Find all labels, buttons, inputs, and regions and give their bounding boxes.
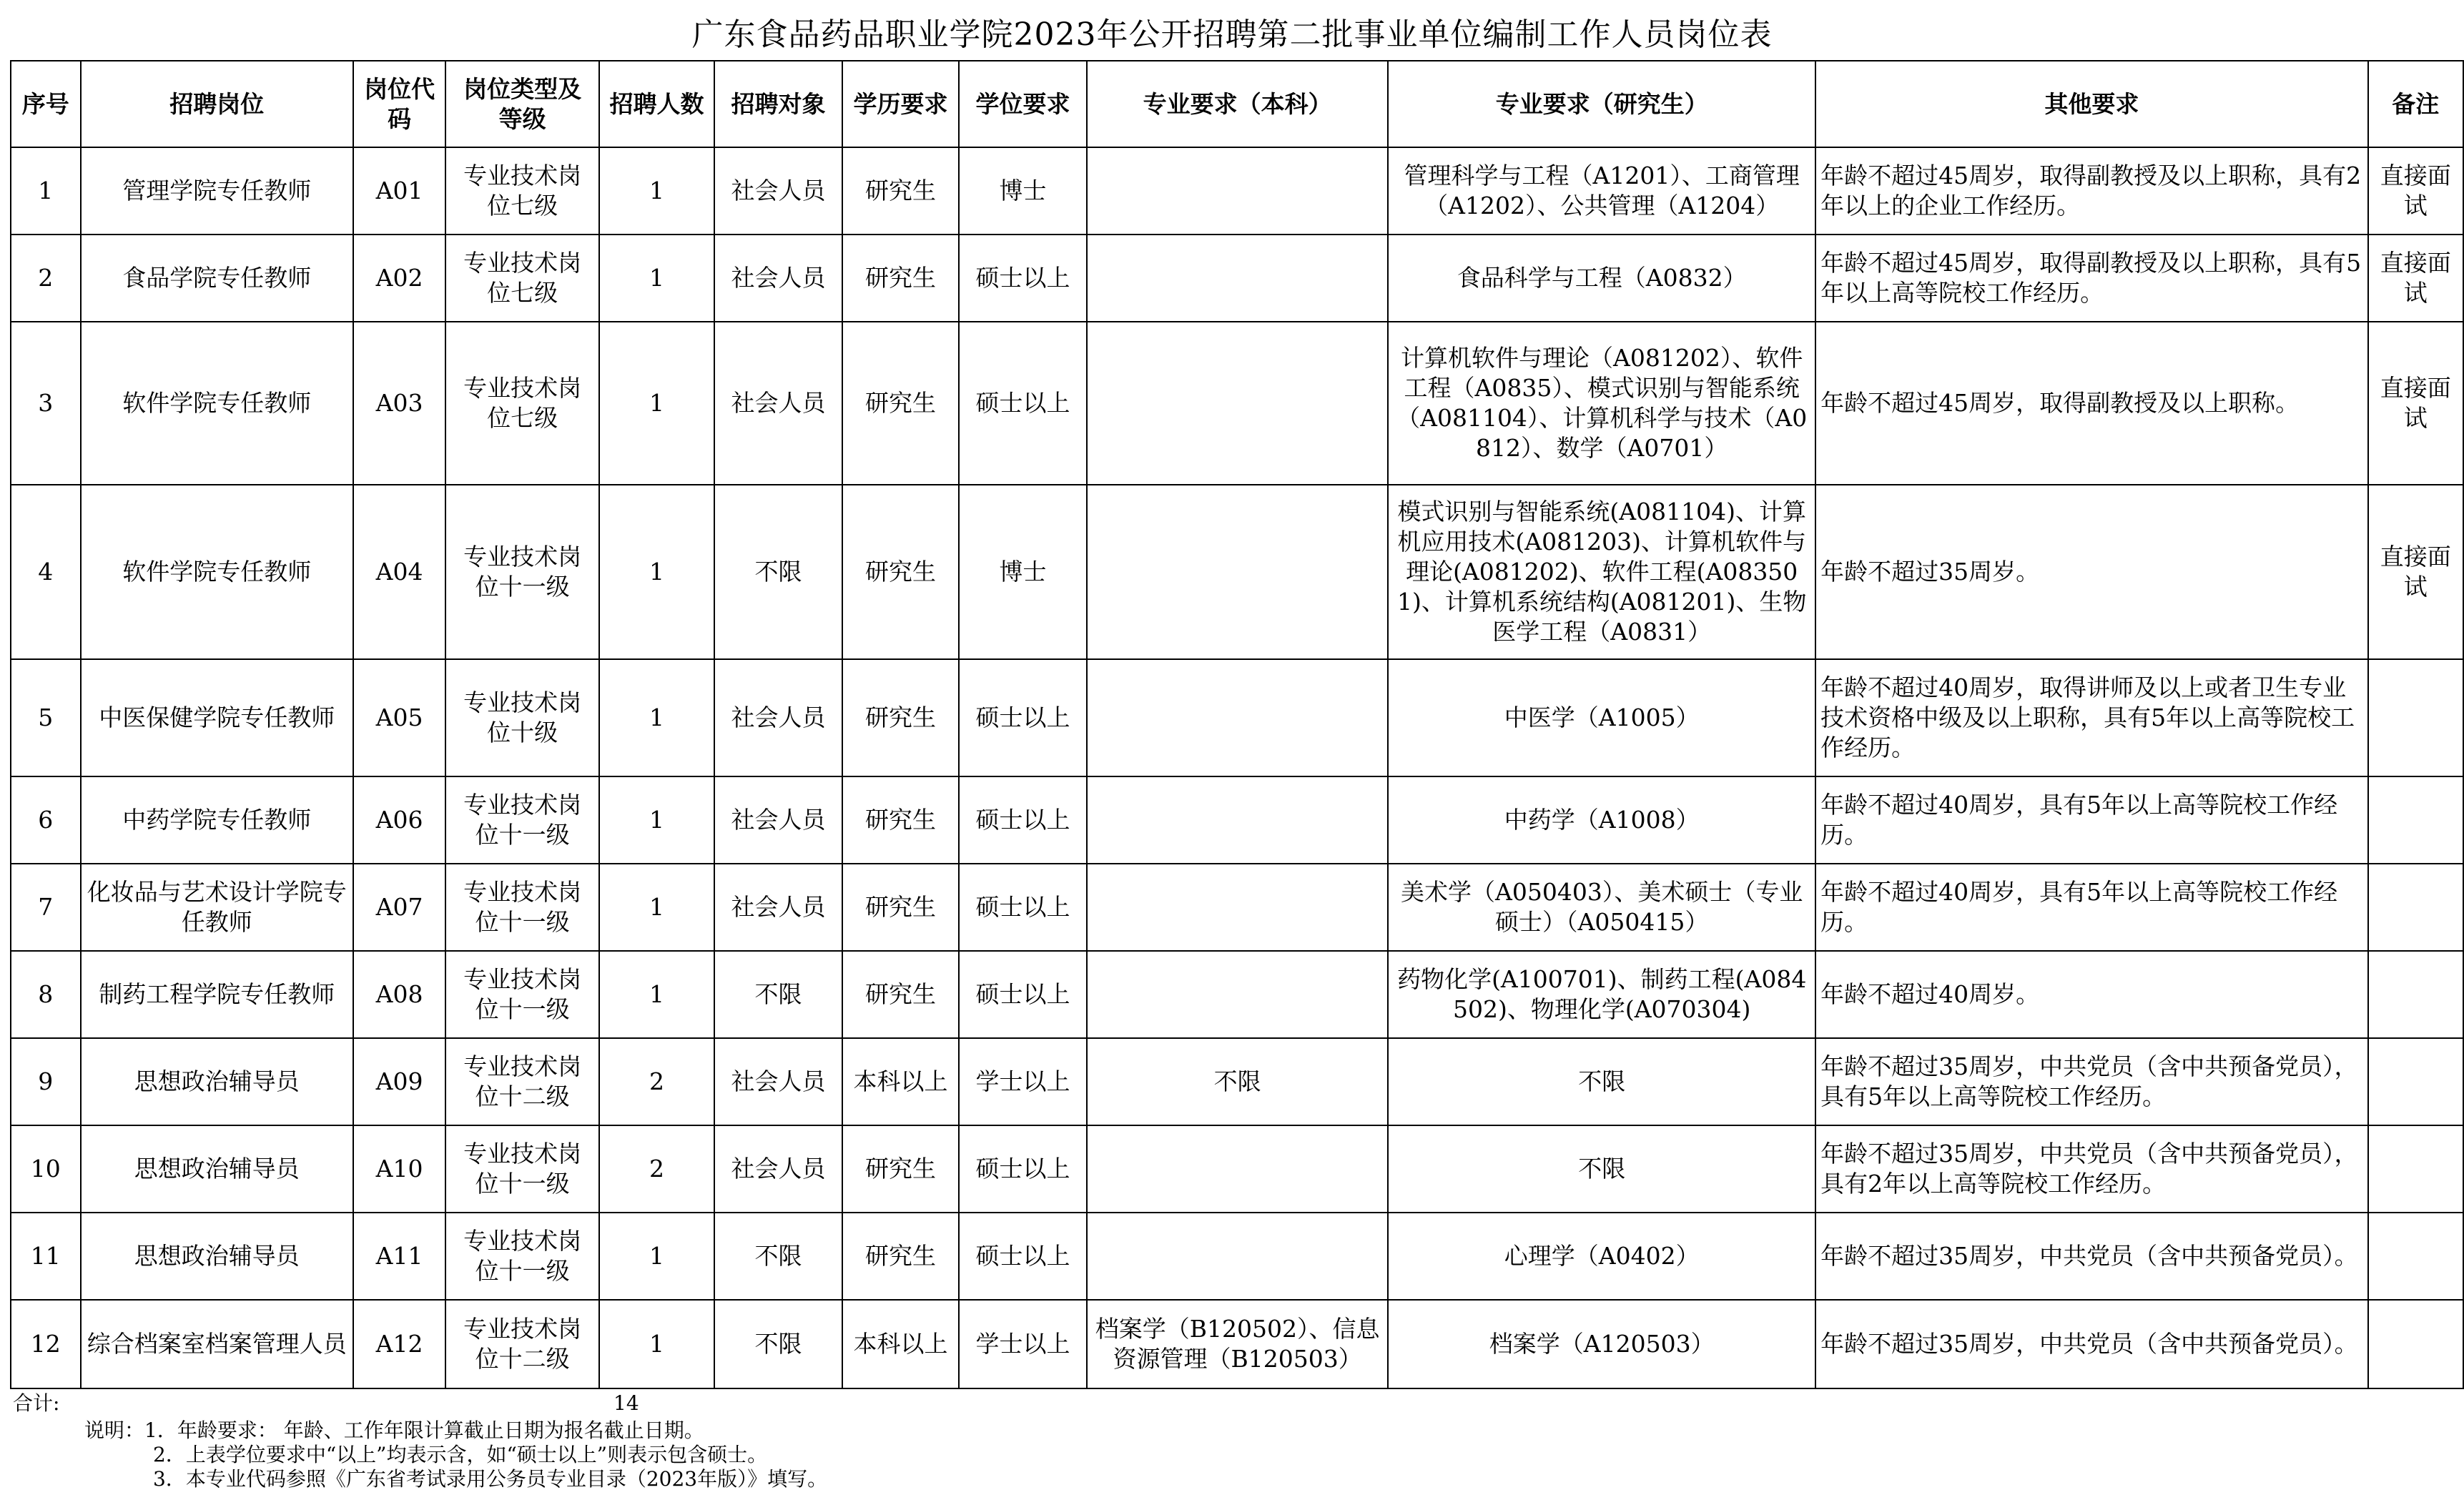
hire-target: 社会人员 <box>714 147 842 235</box>
degree-req: 学士以上 <box>959 1038 1087 1125</box>
remark <box>2368 659 2463 776</box>
other-req: 年龄不超过35周岁，中共党员（含中共预备党员），具有5年以上高等院校工作经历。 <box>1815 1038 2367 1125</box>
major-postgrad: 不限 <box>1388 1038 1815 1125</box>
column-header: 备注 <box>2368 61 2463 147</box>
column-header: 岗位代码 <box>353 61 445 147</box>
degree-req: 硕士以上 <box>959 864 1087 951</box>
education-req: 研究生 <box>842 1125 959 1213</box>
table-row <box>11 1125 2463 1213</box>
post-name: 中药学院专任教师 <box>81 776 353 864</box>
row-number: 3 <box>11 322 81 485</box>
education-req: 研究生 <box>842 776 959 864</box>
post-type: 专业技术岗位十一级 <box>445 485 599 659</box>
remark <box>2368 864 2463 951</box>
column-header: 招聘人数 <box>599 61 714 147</box>
hire-target: 不限 <box>714 1213 842 1300</box>
column-header: 招聘对象 <box>714 61 842 147</box>
hire-target: 社会人员 <box>714 864 842 951</box>
hire-target: 社会人员 <box>714 235 842 322</box>
table-row <box>11 864 2463 951</box>
degree-req: 硕士以上 <box>959 951 1087 1038</box>
table-row <box>11 1300 2463 1388</box>
hire-count: 1 <box>599 659 714 776</box>
hire-count: 1 <box>599 147 714 235</box>
note-line: 2．上表学位要求中“以上”均表示含，如“硕士以上”则表示包含硕士。 <box>153 1443 768 1466</box>
row-number: 9 <box>11 1038 81 1125</box>
hire-target: 不限 <box>714 485 842 659</box>
degree-req: 硕士以上 <box>959 659 1087 776</box>
education-req: 本科以上 <box>842 1038 959 1125</box>
degree-req: 博士 <box>959 147 1087 235</box>
hire-count: 2 <box>599 1125 714 1213</box>
hire-count: 2 <box>599 1038 714 1125</box>
major-undergrad: 不限 <box>1087 1038 1388 1125</box>
other-req: 年龄不超过40周岁，取得讲师及以上或者卫生专业技术资格中级及以上职称，具有5年以上高等院校工作经历。 <box>1815 659 2367 776</box>
hire-count: 1 <box>599 485 714 659</box>
column-header: 岗位类型及等级 <box>445 61 599 147</box>
row-number: 7 <box>11 864 81 951</box>
post-code: A09 <box>353 1038 445 1125</box>
other-req: 年龄不超过45周岁，取得副教授及以上职称，具有2年以上的企业工作经历。 <box>1815 147 2367 235</box>
post-code: A05 <box>353 659 445 776</box>
table-row <box>11 659 2463 776</box>
education-req: 研究生 <box>842 147 959 235</box>
education-req: 本科以上 <box>842 1300 959 1388</box>
post-name: 化妆品与艺术设计学院专任教师 <box>81 864 353 951</box>
major-undergrad <box>1087 1213 1388 1300</box>
other-req: 年龄不超过40周岁，具有5年以上高等院校工作经历。 <box>1815 776 2367 864</box>
post-name: 思想政治辅导员 <box>81 1125 353 1213</box>
hire-count: 1 <box>599 951 714 1038</box>
remark <box>2368 1300 2463 1388</box>
table-row <box>11 1213 2463 1300</box>
column-header: 专业要求（本科） <box>1087 61 1388 147</box>
hire-target: 社会人员 <box>714 322 842 485</box>
other-req: 年龄不超过35周岁。 <box>1815 485 2367 659</box>
row-number: 6 <box>11 776 81 864</box>
remark <box>2368 1125 2463 1213</box>
post-type: 专业技术岗位七级 <box>445 322 599 485</box>
major-postgrad: 模式识别与智能系统(A081104)、计算机应用技术(A081203)、计算机软件与理论(A081202)、软件工程(A083501)、计算机系统结构(A081201)、生物医学工程（A0831） <box>1388 485 1815 659</box>
remark: 直接面试 <box>2368 235 2463 322</box>
table-footer <box>13 1391 2444 1491</box>
remark <box>2368 951 2463 1038</box>
hire-count: 1 <box>599 322 714 485</box>
major-postgrad: 中医学（A1005） <box>1388 659 1815 776</box>
hire-target: 社会人员 <box>714 659 842 776</box>
column-header: 学历要求 <box>842 61 959 147</box>
table-header-row <box>11 61 2463 147</box>
post-code: A07 <box>353 864 445 951</box>
major-postgrad: 药物化学(A100701)、制药工程(A084502)、物理化学(A070304) <box>1388 951 1815 1038</box>
post-type: 专业技术岗位七级 <box>445 235 599 322</box>
other-req: 年龄不超过35周岁，中共党员（含中共预备党员），具有2年以上高等院校工作经历。 <box>1815 1125 2367 1213</box>
remark: 直接面试 <box>2368 147 2463 235</box>
major-undergrad: 档案学（B120502）、信息资源管理（B120503） <box>1087 1300 1388 1388</box>
row-number: 11 <box>11 1213 81 1300</box>
hire-count: 1 <box>599 1300 714 1388</box>
post-code: A01 <box>353 147 445 235</box>
major-undergrad <box>1087 322 1388 485</box>
major-postgrad: 食品科学与工程（A0832） <box>1388 235 1815 322</box>
hire-target: 不限 <box>714 951 842 1038</box>
degree-req: 硕士以上 <box>959 776 1087 864</box>
major-undergrad <box>1087 235 1388 322</box>
major-undergrad <box>1087 147 1388 235</box>
post-name: 制药工程学院专任教师 <box>81 951 353 1038</box>
degree-req: 硕士以上 <box>959 1125 1087 1213</box>
major-undergrad <box>1087 485 1388 659</box>
post-code: A11 <box>353 1213 445 1300</box>
education-req: 研究生 <box>842 1213 959 1300</box>
other-req: 年龄不超过45周岁，取得副教授及以上职称，具有5年以上高等院校工作经历。 <box>1815 235 2367 322</box>
other-req: 年龄不超过35周岁，中共党员（含中共预备党员）。 <box>1815 1213 2367 1300</box>
hire-target: 社会人员 <box>714 1125 842 1213</box>
post-type: 专业技术岗位十一级 <box>445 1125 599 1213</box>
major-undergrad <box>1087 951 1388 1038</box>
column-header: 学位要求 <box>959 61 1087 147</box>
column-header: 招聘岗位 <box>81 61 353 147</box>
post-name: 软件学院专任教师 <box>81 322 353 485</box>
other-req: 年龄不超过40周岁，具有5年以上高等院校工作经历。 <box>1815 864 2367 951</box>
table-row <box>11 1038 2463 1125</box>
table-row <box>11 147 2463 235</box>
major-undergrad <box>1087 864 1388 951</box>
post-name: 食品学院专任教师 <box>81 235 353 322</box>
major-postgrad: 心理学（A0402） <box>1388 1213 1815 1300</box>
post-type: 专业技术岗位十二级 <box>445 1300 599 1388</box>
post-type: 专业技术岗位十一级 <box>445 951 599 1038</box>
remark <box>2368 1213 2463 1300</box>
row-number: 12 <box>11 1300 81 1388</box>
row-number: 5 <box>11 659 81 776</box>
table-row <box>11 322 2463 485</box>
post-name: 思想政治辅导员 <box>81 1038 353 1125</box>
note-line: 3．本专业代码参照《广东省考试录用公务员专业目录（2023年版）》填写。 <box>153 1467 828 1491</box>
table-row <box>11 951 2463 1038</box>
row-number: 1 <box>11 147 81 235</box>
degree-req: 学士以上 <box>959 1300 1087 1388</box>
education-req: 研究生 <box>842 322 959 485</box>
hire-count: 1 <box>599 864 714 951</box>
major-postgrad: 美术学（A050403）、美术硕士（专业硕士）（A050415） <box>1388 864 1815 951</box>
post-code: A12 <box>353 1300 445 1388</box>
post-type: 专业技术岗位十一级 <box>445 776 599 864</box>
post-name: 综合档案室档案管理人员 <box>81 1300 353 1388</box>
hire-count: 1 <box>599 1213 714 1300</box>
column-header: 其他要求 <box>1815 61 2367 147</box>
post-code: A08 <box>353 951 445 1038</box>
education-req: 研究生 <box>842 485 959 659</box>
post-type: 专业技术岗位七级 <box>445 147 599 235</box>
hire-target: 社会人员 <box>714 1038 842 1125</box>
education-req: 研究生 <box>842 659 959 776</box>
major-postgrad: 计算机软件与理论（A081202）、软件工程（A0835）、模式识别与智能系统（A081104）、计算机科学与技术（A0812）、数学（A0701） <box>1388 322 1815 485</box>
hire-count: 1 <box>599 235 714 322</box>
post-name: 中医保健学院专任教师 <box>81 659 353 776</box>
post-code: A02 <box>353 235 445 322</box>
post-type: 专业技术岗位十级 <box>445 659 599 776</box>
total-value: 14 <box>613 1391 639 1415</box>
hire-count: 1 <box>599 776 714 864</box>
remark <box>2368 1038 2463 1125</box>
education-req: 研究生 <box>842 951 959 1038</box>
major-undergrad <box>1087 776 1388 864</box>
page-title: 广东食品药品职业学院2023年公开招聘第二批事业单位编制工作人员岗位表 <box>691 16 1773 53</box>
degree-req: 硕士以上 <box>959 235 1087 322</box>
major-postgrad: 中药学（A1008） <box>1388 776 1815 864</box>
major-undergrad <box>1087 1125 1388 1213</box>
major-postgrad: 档案学（A120503） <box>1388 1300 1815 1388</box>
row-number: 4 <box>11 485 81 659</box>
note-line: 说明：1．年龄要求： 年龄、工作年限计算截止日期为报名截止日期。 <box>84 1418 704 1442</box>
row-number: 10 <box>11 1125 81 1213</box>
column-header: 专业要求（研究生） <box>1388 61 1815 147</box>
other-req: 年龄不超过40周岁。 <box>1815 951 2367 1038</box>
post-code: A10 <box>353 1125 445 1213</box>
major-postgrad: 管理科学与工程（A1201）、工商管理（A1202）、公共管理（A1204） <box>1388 147 1815 235</box>
remark <box>2368 776 2463 864</box>
post-name: 软件学院专任教师 <box>81 485 353 659</box>
column-header: 序号 <box>11 61 81 147</box>
post-code: A03 <box>353 322 445 485</box>
row-number: 8 <box>11 951 81 1038</box>
remark: 直接面试 <box>2368 322 2463 485</box>
total-label: 合计: <box>13 1391 60 1415</box>
major-postgrad: 不限 <box>1388 1125 1815 1213</box>
row-number: 2 <box>11 235 81 322</box>
table-row <box>11 776 2463 864</box>
table-row <box>11 235 2463 322</box>
post-name: 思想政治辅导员 <box>81 1213 353 1300</box>
hire-target: 不限 <box>714 1300 842 1388</box>
total-row <box>13 1391 2444 1418</box>
degree-req: 硕士以上 <box>959 1213 1087 1300</box>
remark: 直接面试 <box>2368 485 2463 659</box>
other-req: 年龄不超过45周岁，取得副教授及以上职称。 <box>1815 322 2367 485</box>
post-code: A04 <box>353 485 445 659</box>
notes <box>84 1418 2444 1491</box>
major-undergrad <box>1087 659 1388 776</box>
hire-target: 社会人员 <box>714 776 842 864</box>
degree-req: 硕士以上 <box>959 322 1087 485</box>
education-req: 研究生 <box>842 864 959 951</box>
degree-req: 博士 <box>959 485 1087 659</box>
post-type: 专业技术岗位十二级 <box>445 1038 599 1125</box>
other-req: 年龄不超过35周岁，中共党员（含中共预备党员）。 <box>1815 1300 2367 1388</box>
table-row <box>11 485 2463 659</box>
post-type: 专业技术岗位十一级 <box>445 1213 599 1300</box>
post-name: 管理学院专任教师 <box>81 147 353 235</box>
post-type: 专业技术岗位十一级 <box>445 864 599 951</box>
post-code: A06 <box>353 776 445 864</box>
education-req: 研究生 <box>842 235 959 322</box>
job-table <box>10 60 2464 1389</box>
